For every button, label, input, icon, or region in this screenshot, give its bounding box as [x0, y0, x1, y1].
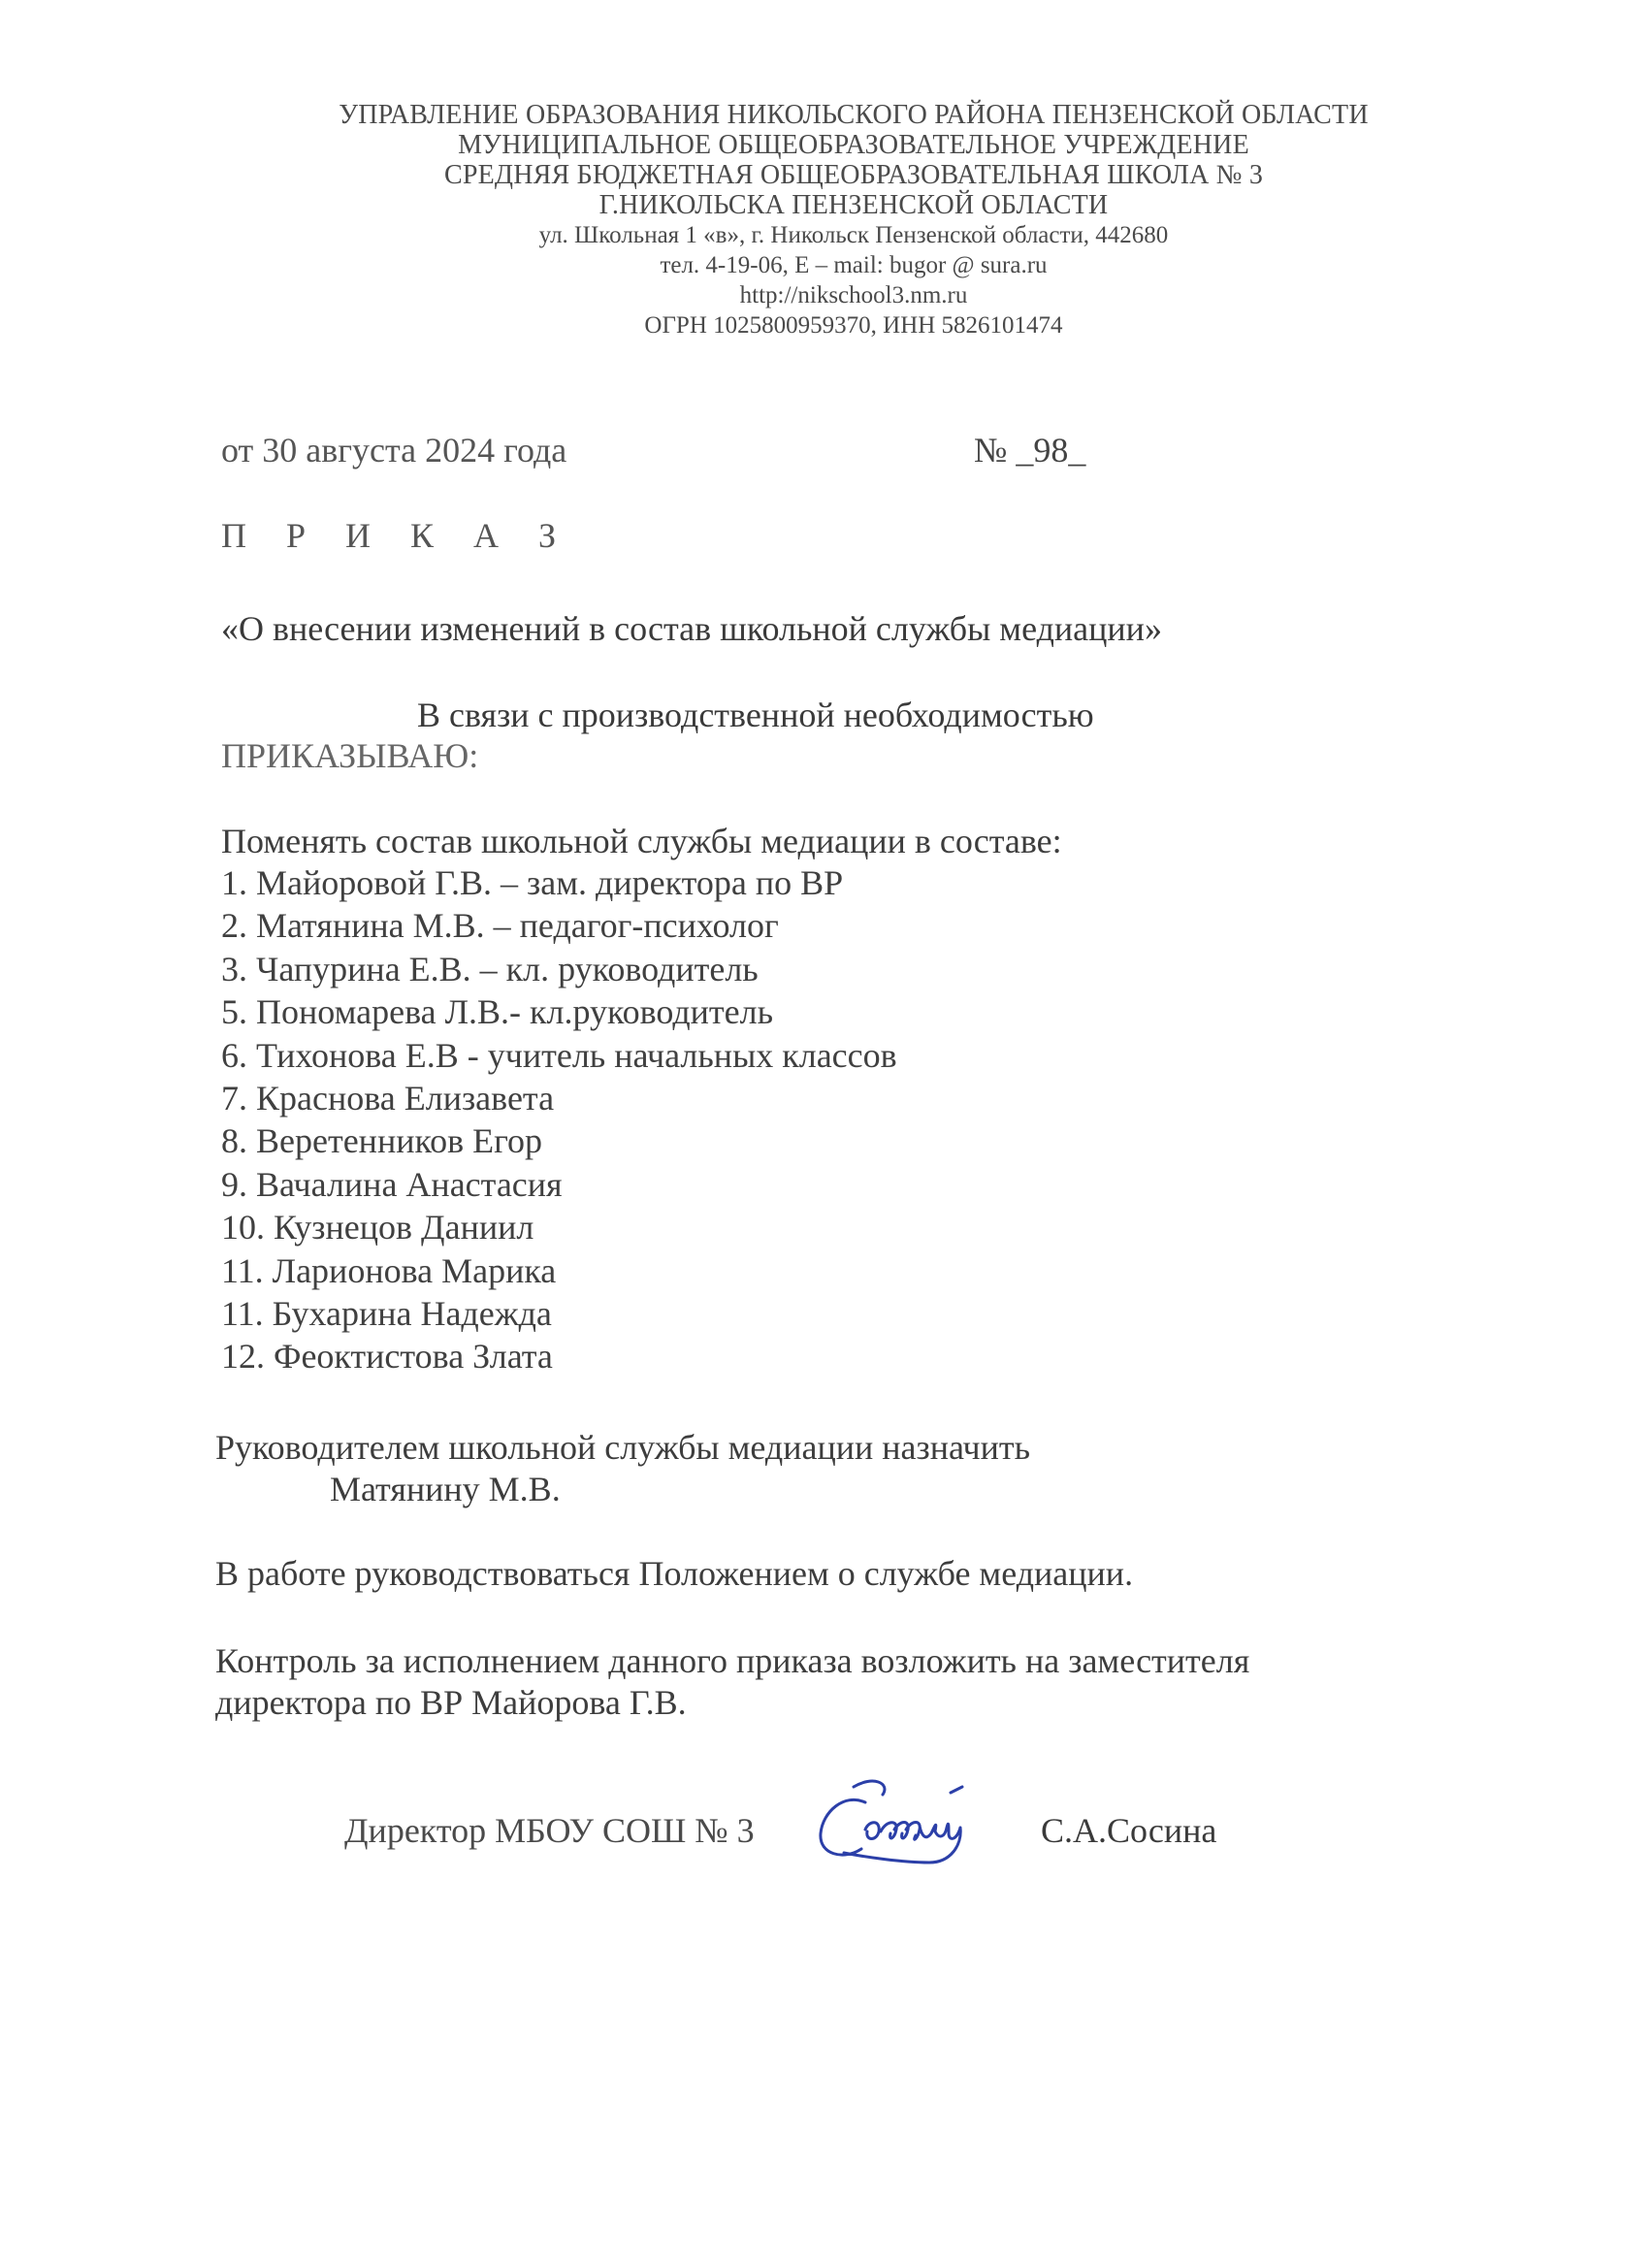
list-item: 11. Ларионова Марика [221, 1250, 557, 1290]
order-number: № _98_ [974, 431, 1086, 470]
regulation-text: В работе руководствоваться Положением о службе медиации. [215, 1554, 1134, 1593]
order-decree: ПРИКАЗЫВАЮ: [221, 736, 479, 775]
order-reason: В связи с производственной необходимостью [417, 696, 1094, 734]
control-text-line-1: Контроль за исполнением данного приказа возложить на заместителя [215, 1641, 1250, 1680]
letterhead-registry: ОГРН 1025800959370, ИНН 5826101474 [644, 312, 1063, 339]
letterhead-line-4: Г.НИКОЛЬСКА ПЕНЗЕНСКОЙ ОБЛАСТИ [598, 190, 1109, 220]
letterhead-contacts: тел. 4-19-06, E – mail: bugor @ sura.ru [660, 252, 1048, 278]
letterhead-line-1: УПРАВЛЕНИЕ ОБРАЗОВАНИЯ НИКОЛЬСКОГО РАЙОНА ПЕНЗЕНСКОЙ ОБЛАСТИ [339, 100, 1369, 130]
list-item: 5. Пономарева Л.В.- кл.руководитель [221, 992, 774, 1032]
list-item: 6. Тихонова Е.В - учитель начальных классов [221, 1035, 897, 1075]
list-item: 1. Майоровой Г.В. – зам. директора по ВР [221, 863, 844, 902]
letterhead-address: ул. Школьная 1 «в», г. Никольск Пензенской области, 442680 [538, 222, 1169, 248]
list-item: 8. Веретенников Егор [221, 1121, 542, 1161]
list-item: 12. Феоктистова Злата [221, 1337, 553, 1377]
order-date: от 30 августа 2024 года [221, 431, 567, 470]
list-item: 7. Краснова Елизавета [221, 1079, 555, 1118]
order-subject: «О внесении изменений в состав школьной службы медиации» [221, 609, 1162, 648]
list-item: 10. Кузнецов Даниил [221, 1208, 534, 1247]
director-name: С.А.Сосина [1041, 1811, 1217, 1850]
letterhead [291, 100, 1416, 340]
head-appoint-text: Руководителем школьной службы медиации назначить [215, 1428, 1031, 1467]
control-text-line-2: директора по ВР Майорова Г.В. [215, 1683, 687, 1722]
letterhead-line-2: МУНИЦИПАЛЬНОЕ ОБЩЕОБРАЗОВАТЕЛЬНОЕ УЧРЕЖДЕНИЕ [458, 130, 1249, 160]
list-item: 11. Бухарина Надежда [221, 1294, 552, 1334]
order-title: П Р И К А З [221, 516, 572, 555]
members-intro: Поменять состав школьной службы медиации в составе: [221, 822, 1062, 860]
head-name: Матянину М.В. [330, 1470, 561, 1508]
list-item: 9. Вачалина Анастасия [221, 1164, 563, 1204]
letterhead-website: http://nikschool3.nm.ru [739, 282, 968, 308]
list-item: 2. Матянина М.В. – педагог-психолог [221, 906, 779, 946]
handwritten-signature [805, 1766, 1018, 1872]
director-title: Директор МБОУ СОШ № 3 [344, 1811, 755, 1850]
members-list [221, 861, 897, 1378]
list-item: 3. Чапурина Е.В. – кл. руководитель [221, 949, 759, 988]
letterhead-line-3: СРЕДНЯЯ БЮДЖЕТНАЯ ОБЩЕОБРАЗОВАТЕЛЬНАЯ ШКОЛА № 3 [443, 160, 1264, 190]
